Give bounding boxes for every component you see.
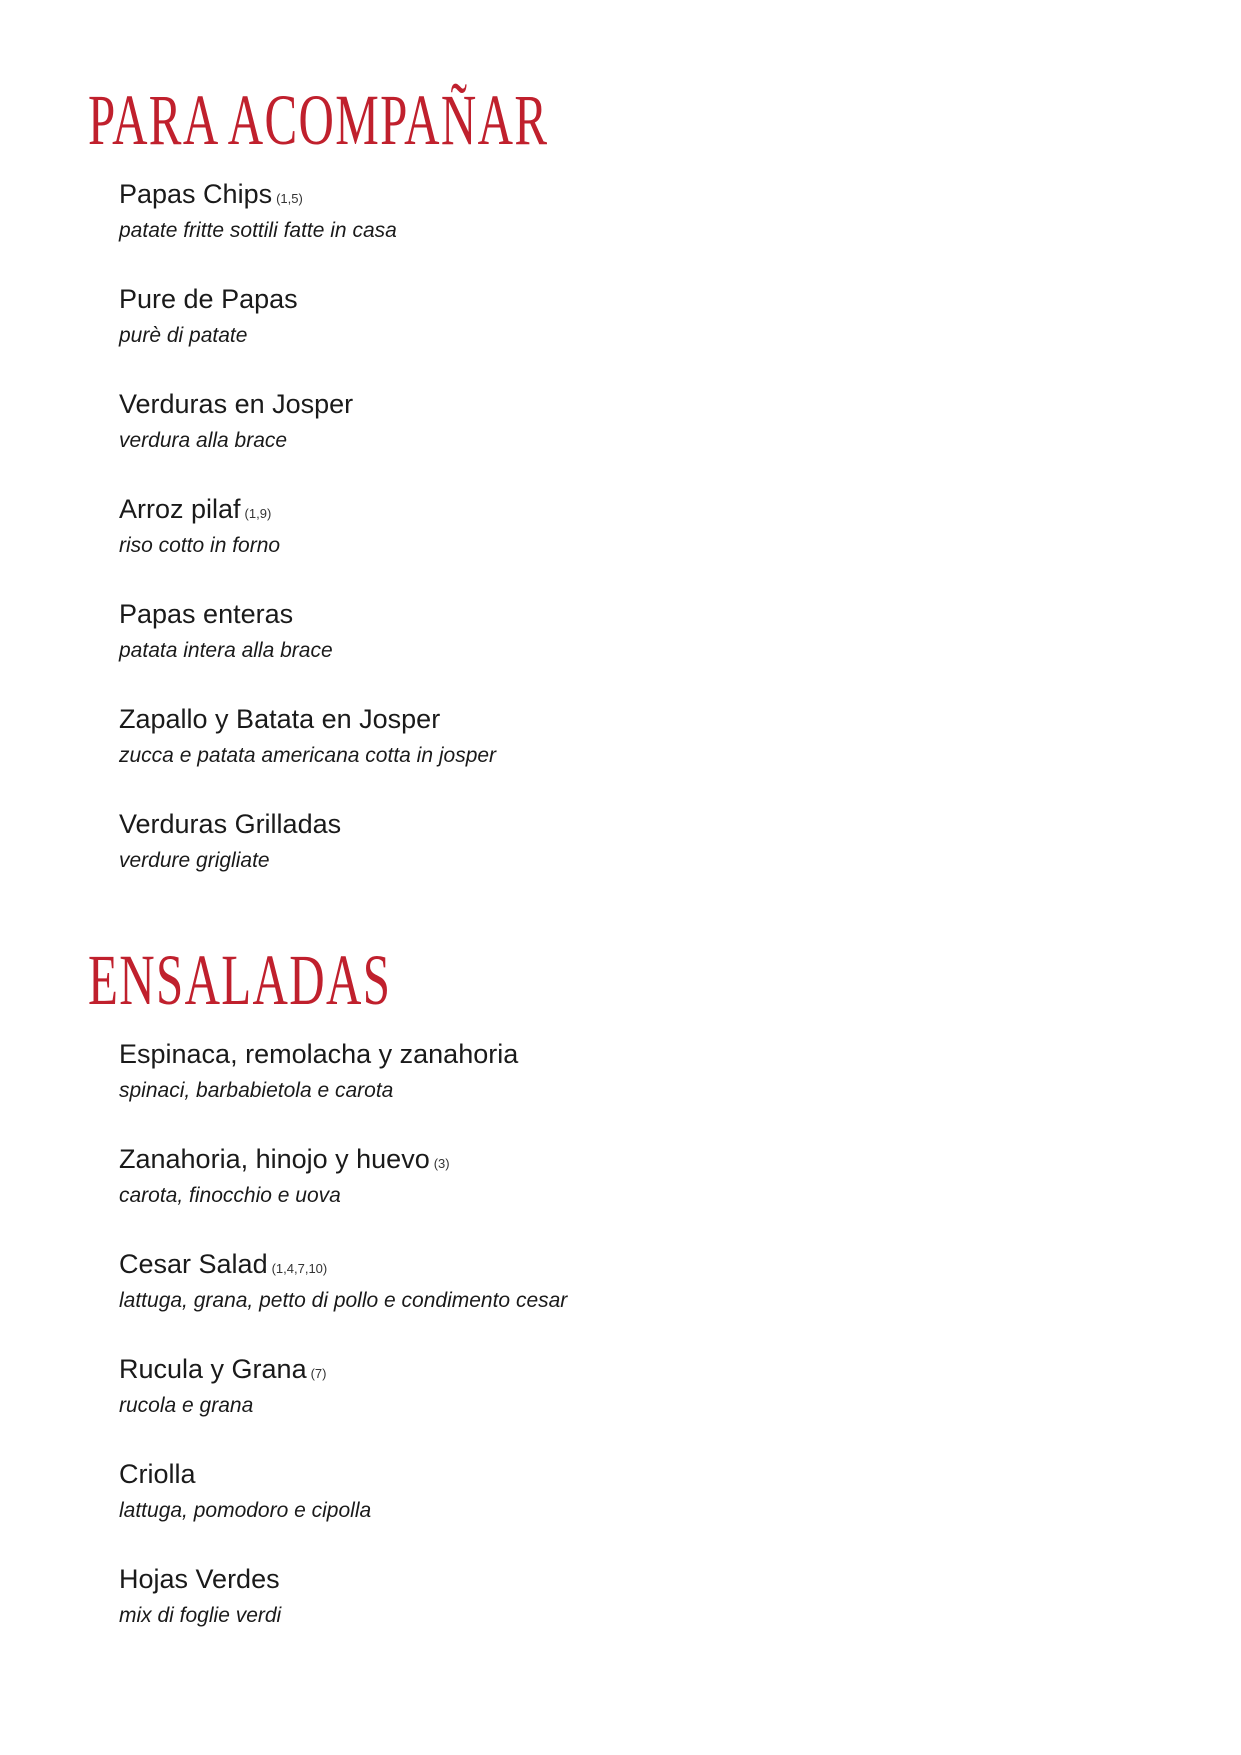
item-name: Zapallo y Batata en Josper (119, 704, 441, 734)
item-name: Verduras Grilladas (119, 809, 342, 839)
item-description: mix di foglie verdi (119, 1604, 282, 1627)
allergen-codes: (1,9) (244, 506, 272, 521)
item-name: Zanahoria, hinojo y huevo (119, 1144, 430, 1174)
item-description: carota, finocchio e uova (119, 1184, 341, 1207)
menu-items-list (119, 177, 496, 912)
allergen-codes: (3) (433, 1156, 450, 1171)
menu-item (119, 702, 496, 807)
item-name: Cesar Salad (119, 1249, 268, 1279)
item-name: Criolla (119, 1459, 196, 1489)
item-description: rucola e grana (119, 1394, 254, 1417)
menu-item (119, 807, 496, 912)
menu-items-list (119, 1037, 567, 1667)
item-name: Espinaca, remolacha y zanahoria (119, 1039, 519, 1069)
menu-item (119, 282, 496, 387)
item-description: spinaci, barbabietola e carota (119, 1079, 394, 1102)
item-name: Papas Chips (119, 179, 273, 209)
allergen-codes: (7) (310, 1366, 327, 1381)
item-name: Pure de Papas (119, 284, 298, 314)
item-description: purè di patate (119, 324, 248, 347)
menu-item (119, 1142, 567, 1247)
item-description: lattuga, grana, petto di pollo e condimento cesar (119, 1289, 568, 1312)
item-name: Verduras en Josper (119, 389, 354, 419)
section-title: PARA ACOMPAÑAR (88, 80, 549, 160)
item-name: Hojas Verdes (119, 1564, 280, 1594)
item-description: verdure grigliate (119, 849, 270, 872)
menu-item (119, 1352, 567, 1457)
menu-item (119, 1562, 567, 1667)
item-description: verdura alla brace (119, 429, 288, 452)
menu-item (119, 387, 496, 492)
menu-item (119, 597, 496, 702)
allergen-codes: (1,5) (276, 191, 303, 206)
menu-item (119, 492, 496, 597)
item-description: lattuga, pomodoro e cipolla (119, 1499, 372, 1522)
item-description: zucca e patata americana cotta in josper (119, 744, 497, 767)
item-description: patate fritte sottili fatte in casa (119, 219, 397, 242)
allergen-codes: (1,4,7,10) (271, 1261, 328, 1276)
item-name: Rucula y Grana (119, 1354, 307, 1384)
menu-item (119, 1247, 567, 1352)
item-name: Papas enteras (119, 599, 294, 629)
item-description: patata intera alla brace (119, 639, 333, 662)
section-title: ENSALADAS (88, 940, 392, 1020)
menu-item (119, 1037, 567, 1142)
menu-item (119, 1457, 567, 1562)
item-name: Arroz pilaf (119, 494, 241, 524)
item-description: riso cotto in forno (119, 534, 281, 557)
menu-item (119, 177, 496, 282)
